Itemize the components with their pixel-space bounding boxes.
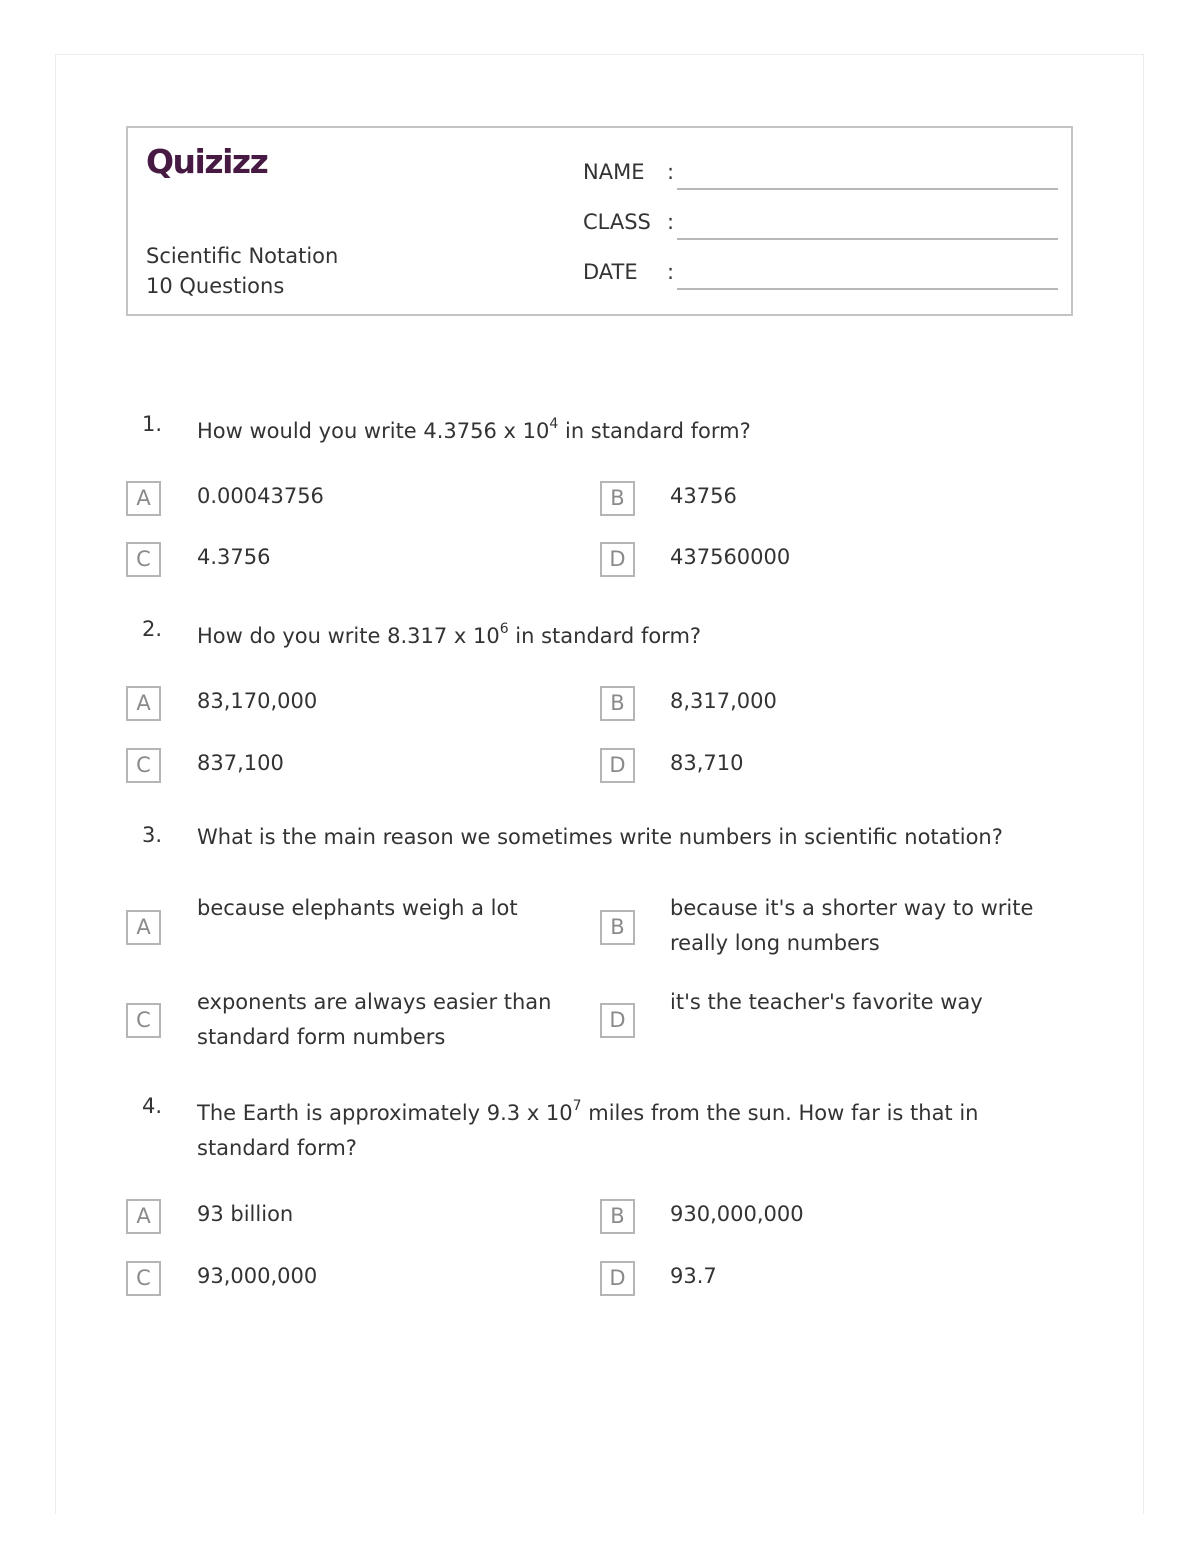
- question-text-main: The Earth is approximately 9.3 x 10: [197, 1101, 573, 1125]
- option-a-box[interactable]: A: [126, 910, 161, 945]
- question-exponent: 6: [499, 621, 509, 637]
- option-c-text: 4.3756: [197, 545, 271, 569]
- option-b-text: 43756: [670, 484, 737, 508]
- option-a-text: 83,170,000: [197, 689, 318, 713]
- option-c-box[interactable]: C: [126, 1003, 161, 1038]
- question-text: [197, 820, 1057, 855]
- option-a-text: 93 billion: [197, 1202, 294, 1226]
- option-b-text: 8,317,000: [670, 689, 777, 713]
- date-field[interactable]: [583, 250, 1058, 290]
- question-exponent: 4: [549, 416, 559, 432]
- option-b-box[interactable]: B: [600, 481, 635, 516]
- question-text-main: How would you write 4.3756 x 10: [197, 419, 550, 443]
- question-count: 10 Questions: [146, 274, 285, 298]
- question-text-end: in standard form?: [508, 624, 702, 648]
- option-d-text: 93.7: [670, 1264, 717, 1288]
- name-label: NAME: [583, 160, 645, 184]
- option-a-text: because elephants weigh a lot: [197, 896, 518, 920]
- option-a-text: 0.00043756: [197, 484, 324, 508]
- class-colon: :: [667, 210, 675, 234]
- worksheet-header: [126, 126, 1073, 316]
- option-d-box[interactable]: D: [600, 542, 635, 577]
- question-text: [197, 409, 1057, 449]
- question-number: 4.: [142, 1094, 163, 1118]
- option-c-box[interactable]: C: [126, 748, 161, 783]
- option-b-box[interactable]: B: [600, 910, 635, 945]
- question-text-main: What is the main reason we sometimes write numbers in scientific notation?: [197, 825, 1003, 849]
- option-d-text: 437560000: [670, 545, 791, 569]
- option-a-box[interactable]: A: [126, 481, 161, 516]
- option-a-box[interactable]: A: [126, 1199, 161, 1234]
- option-c-text: 837,100: [197, 751, 284, 775]
- option-b-text: because it's a shorter way to write really long numbers: [670, 896, 1034, 955]
- question-text: [197, 614, 1057, 654]
- option-b-text: 930,000,000: [670, 1202, 804, 1226]
- option-c-box[interactable]: C: [126, 542, 161, 577]
- name-line[interactable]: [677, 188, 1058, 190]
- question-text: [197, 1091, 1052, 1166]
- name-colon: :: [667, 160, 675, 184]
- class-line[interactable]: [677, 238, 1058, 240]
- quizizz-logo: Quizizz: [146, 142, 268, 181]
- name-field[interactable]: [583, 150, 1058, 190]
- class-label: CLASS: [583, 210, 651, 234]
- option-c-box[interactable]: C: [126, 1261, 161, 1296]
- option-d-box[interactable]: D: [600, 748, 635, 783]
- option-d-box[interactable]: D: [600, 1003, 635, 1038]
- question-number: 2.: [142, 617, 163, 641]
- option-b-box[interactable]: B: [600, 686, 635, 721]
- option-d-box[interactable]: D: [600, 1261, 635, 1296]
- option-c-text: exponents are always easier than standard form numbers: [197, 990, 552, 1049]
- question-number: 3.: [142, 823, 163, 847]
- question-number: 1.: [142, 412, 163, 436]
- option-b-box[interactable]: B: [600, 1199, 635, 1234]
- question-text-end: in standard form?: [558, 419, 751, 443]
- class-field[interactable]: [583, 200, 1058, 240]
- date-line[interactable]: [677, 288, 1058, 290]
- question-text-main: How do you write 8.317 x 10: [197, 624, 500, 648]
- worksheet-title: Scientific Notation: [146, 244, 339, 268]
- worksheet-title-block: [146, 241, 338, 301]
- option-d-text: 83,710: [670, 751, 744, 775]
- date-colon: :: [667, 260, 675, 284]
- question-text-end: miles from the sun. How far is that in standard form?: [197, 1101, 979, 1160]
- option-c-text: 93,000,000: [197, 1264, 318, 1288]
- option-a-box[interactable]: A: [126, 686, 161, 721]
- option-d-text: it's the teacher's favorite way: [670, 990, 983, 1014]
- question-exponent: 7: [572, 1098, 582, 1114]
- date-label: DATE: [583, 260, 638, 284]
